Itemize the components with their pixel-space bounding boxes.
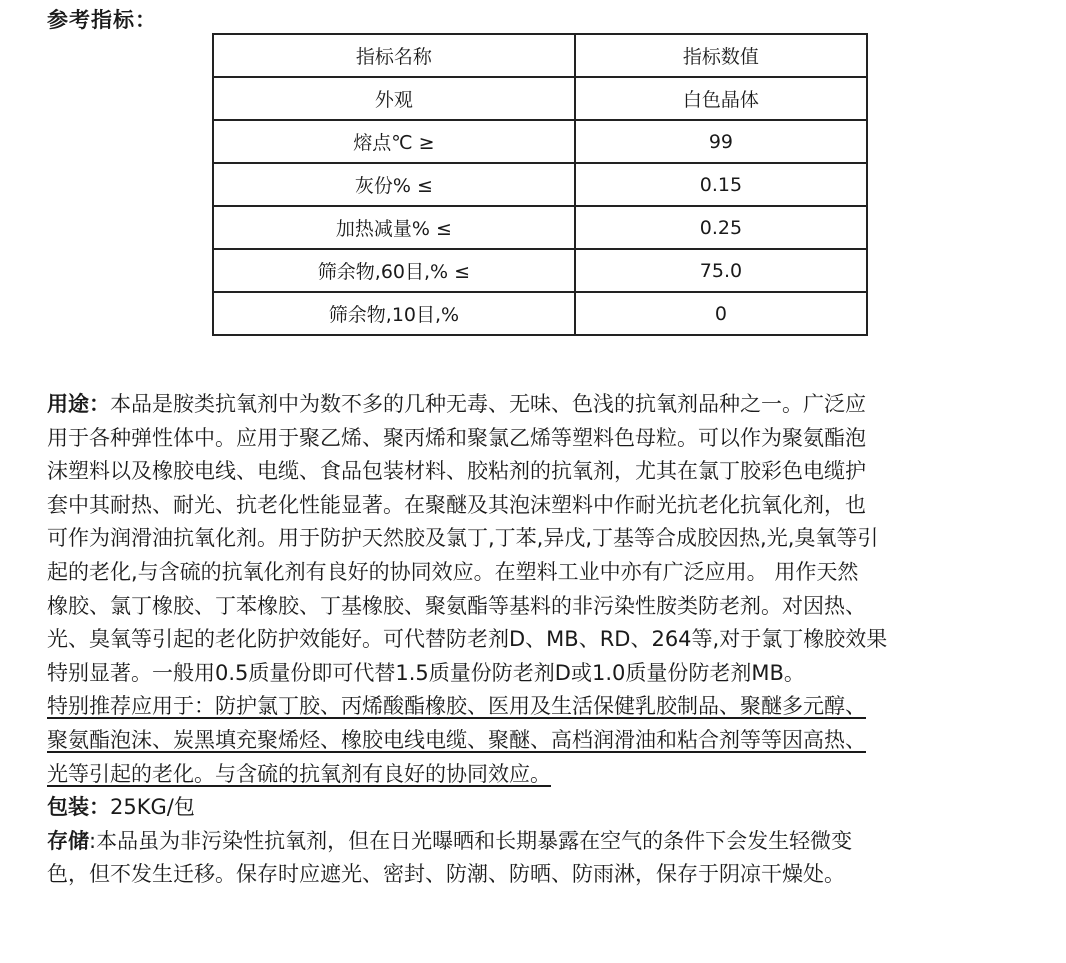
usage-line: 沫塑料以及橡胶电线、电缆、食品包装材料、胶粘剂的抗氧剂，尤其在氯丁胶彩色电缆护 [47, 459, 866, 484]
table-row [213, 292, 867, 335]
section-heading: 参考指标： [47, 8, 157, 32]
usage-line: 起的老化,与含硫的抗氧化剂有良好的协同效应。在塑料工业中亦有广泛应用。 用作天然 [47, 559, 859, 584]
packaging-value: 25KG/包 [110, 795, 195, 820]
usage-paragraph [47, 388, 1047, 690]
table-row [213, 249, 867, 292]
usage-line: 橡胶、氯丁橡胶、丁苯橡胶、丁基橡胶、聚氨酯等基料的非污染性胺类防老剂。对因热、 [47, 593, 866, 618]
cell-name: 熔点℃ ≥ [213, 120, 575, 163]
cell-name: 加热减量% ≤ [213, 206, 575, 249]
cell-name: 灰份% ≤ [213, 163, 575, 206]
usage-line: 套中其耐热、耐光、抗老化性能显著。在聚醚及其泡沫塑料中作耐光抗老化抗氧化剂，也 [47, 492, 866, 517]
cell-name: 筛余物,60目,% ≤ [213, 249, 575, 292]
storage-line: 色，但不发生迁移。保存时应遮光、密封、防潮、防晒、防雨淋，保存于阴凉干燥处。 [47, 862, 845, 887]
storage-paragraph [47, 825, 1047, 892]
cell-name: 外观 [213, 77, 575, 120]
header-indicator-name: 指标名称 [213, 34, 575, 77]
table-row [213, 206, 867, 249]
storage-label: 存储 [47, 828, 89, 853]
recommend-paragraph [47, 690, 1047, 791]
cell-value: 99 [575, 120, 867, 163]
cell-name: 筛余物,10目,% [213, 292, 575, 335]
usage-label: 用途： [47, 392, 110, 416]
usage-line: 用于各种弹性体中。应用于聚乙烯、聚丙烯和聚氯乙烯等塑料色母粒。可以作为聚氨酯泡 [47, 425, 866, 450]
table-row [213, 163, 867, 206]
cell-value: 75.0 [575, 249, 867, 292]
packaging-label: 包装： [47, 795, 110, 820]
usage-line: 特别显著。一般用0.5质量份即可代替1.5质量份防老剂D或1.0质量份防老剂MB。 [47, 660, 805, 685]
packaging-paragraph [47, 791, 1047, 825]
usage-line: 光、臭氧等引起的老化防护效能好。可代替防老剂D、MB、RD、264等,对于氯丁橡胶效果 [47, 627, 888, 652]
cell-value: 0.15 [575, 163, 867, 206]
recommend-line: 聚氨酯泡沫、炭黑填充聚烯烃、橡胶电线电缆、聚醚、高档润滑油和粘合剂等等因高热、 [47, 727, 866, 752]
spec-table [212, 33, 868, 336]
header-indicator-value: 指标数值 [575, 34, 867, 77]
storage-line: :本品虽为非污染性抗氧剂，但在日光曝晒和长期暴露在空气的条件下会发生轻微变 [89, 828, 853, 853]
description-body [47, 388, 1047, 892]
table-header-row [213, 34, 867, 77]
usage-line: 本品是胺类抗氧剂中为数不多的几种无毒、无味、色浅的抗氧剂品种之一。广泛应 [110, 392, 866, 416]
table-row [213, 77, 867, 120]
usage-line: 可作为润滑油抗氧化剂。用于防护天然胶及氯丁,丁苯,异戊,丁基等合成胶因热,光,臭氧等引 [47, 526, 879, 551]
cell-value: 0 [575, 292, 867, 335]
cell-value: 0.25 [575, 206, 867, 249]
recommend-line: 特别推荐应用于：防护氯丁胶、丙烯酸酯橡胶、医用及生活保健乳胶制品、聚醚多元醇、 [47, 694, 866, 719]
table-row [213, 120, 867, 163]
recommend-line: 光等引起的老化。与含硫的抗氧剂有良好的协同效应。 [47, 761, 551, 786]
cell-value: 白色晶体 [575, 77, 867, 120]
